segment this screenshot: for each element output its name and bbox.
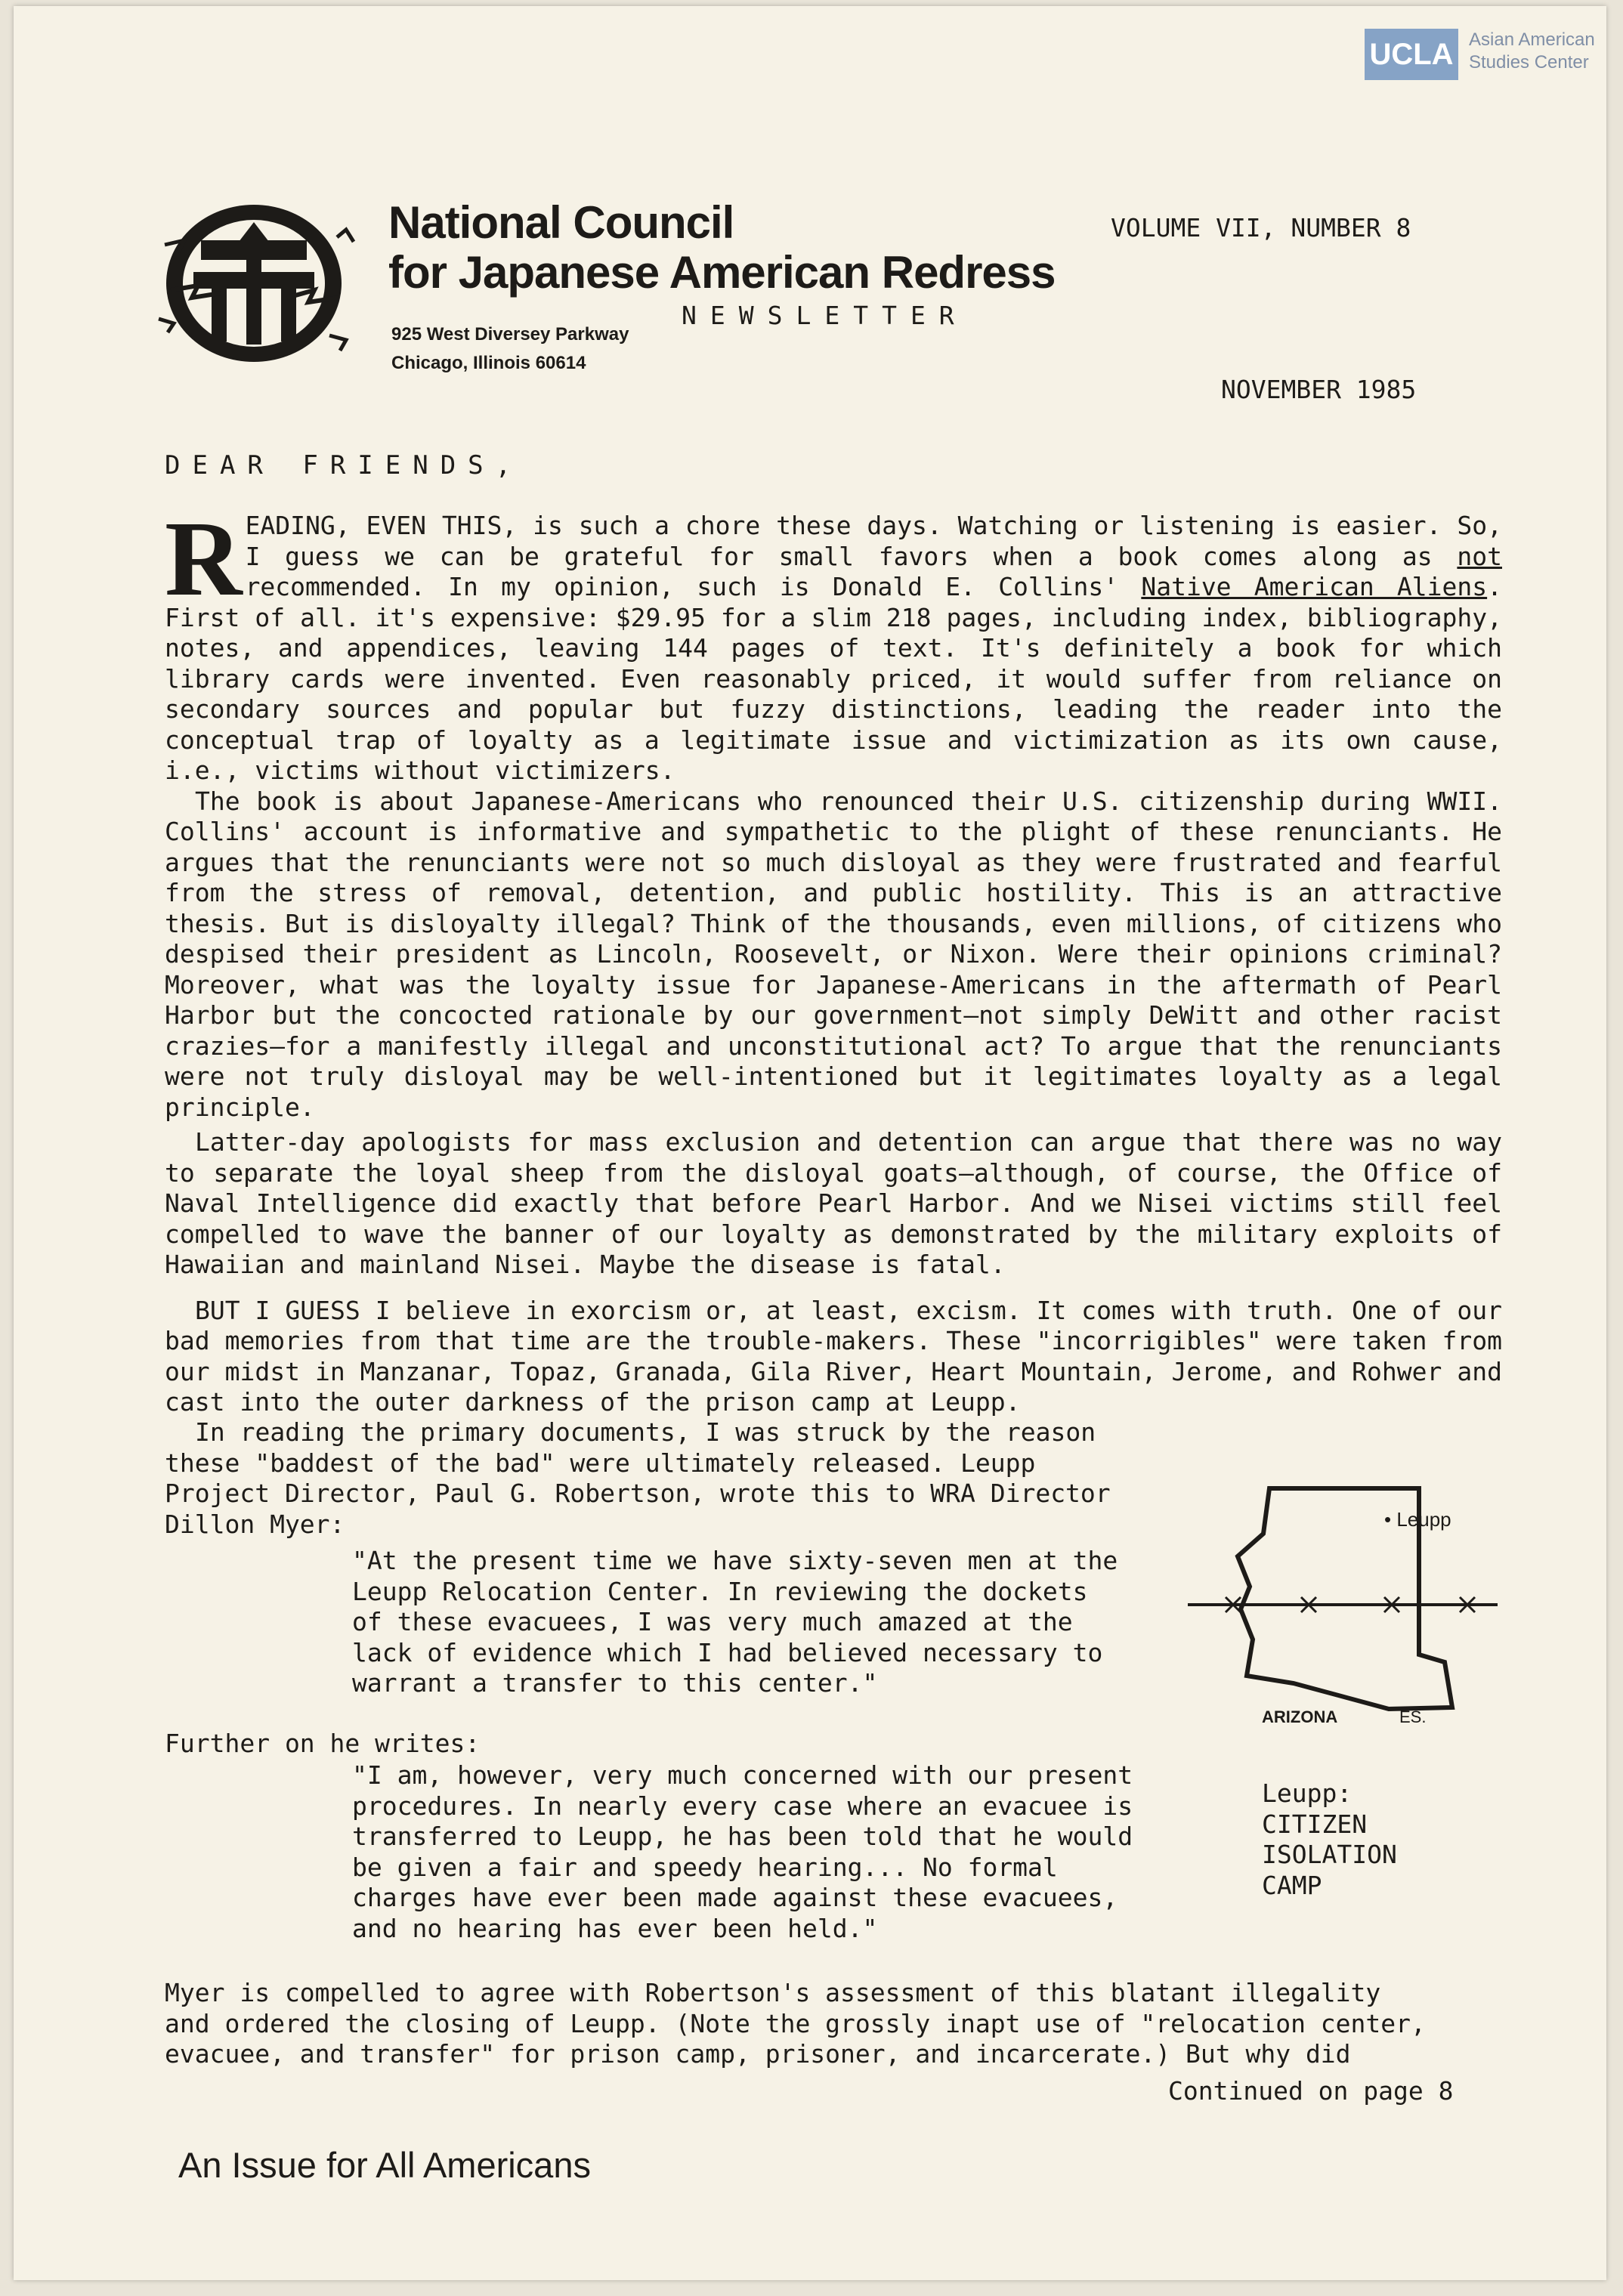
quote-2-line4: be given a fair and speedy hearing... No formal <box>352 1852 1058 1882</box>
quote-1-line1: "At the present time we have sixty-seven men at the <box>352 1546 1118 1575</box>
org-name-line2: for Japanese American Redress <box>388 247 1056 298</box>
quote-1-line2: Leupp Relocation Center. In reviewing the dockets <box>352 1576 1088 1606</box>
p5-line3: Project Director, Paul G. Robertson, wrote this to WRA Director <box>165 1479 1111 1508</box>
p1-not: not <box>1457 541 1502 571</box>
map-abbr: ES. <box>1399 1707 1427 1726</box>
organization-name <box>388 198 1056 298</box>
ncjar-logo-icon <box>148 192 361 375</box>
map-caption-line4: CAMP <box>1262 1870 1322 1900</box>
quote-2-line3: transferred to Leupp, he has been told that he would <box>352 1822 1133 1851</box>
p6-line3: evacuee, and transfer" for prison camp, prisoner, and incarcerate.) But why did <box>165 2039 1351 2069</box>
quote-2-line6: and no hearing has ever been held." <box>352 1913 878 1943</box>
footer-slogan: An Issue for All Americans <box>178 2145 591 2185</box>
arizona-map <box>1180 1473 1505 1730</box>
address-line2: Chicago, Illinois 60614 <box>391 353 586 373</box>
paragraph-4 <box>165 1296 1502 1418</box>
p1-text-c: . First of all. it's expensive: $29.95 for a slim 218 pages, including index, bibliography, notes, and appendices, leaving 144 pages of text. It's definitely a book for which library cards were invented. Even reasonably priced, it would suffer from reliance on secondary sources and popular but fuzzy distinctions, leading the reader into the conceptual trap of loyalty as a legitimate issue and victimization as its own cause, i.e., victims without victimizers. <box>165 572 1502 785</box>
newsletter-heading: NEWSLETTER <box>682 301 968 330</box>
p5-line4: Dillon Myer: <box>165 1509 345 1539</box>
leupp-marker: • Leupp <box>1384 1508 1451 1531</box>
quote-2-line1: "I am, however, very much concerned with our present <box>352 1760 1133 1790</box>
quote-2 <box>352 1760 1133 1944</box>
quote-1 <box>352 1546 1118 1699</box>
quote-2-line2: procedures. In nearly every case where an evacuee is <box>352 1791 1133 1821</box>
p1-text-b: recommended. In my opinion, such is Donald E. Collins' <box>245 572 1142 601</box>
paragraph-3: Latter-day apologists for mass exclusion and detention can argue that there was no way to separate the loyal sheep from the disloyal goats—although, of course, the Office of Naval Intelligence did exactly that before Pearl Harbor. And we Nisei victims still feel compelled to wave the banner of our loyalty as demonstrated by the military exploits of Hawaiian and mainland Nisei. Maybe the disease is fatal. <box>165 1127 1502 1279</box>
map-caption <box>1262 1778 1397 1901</box>
ucla-logo: UCLA <box>1365 29 1458 80</box>
arizona-label: ARIZONA <box>1262 1707 1338 1726</box>
p6-line2: and ordered the closing of Leupp. (Note the grossly inapt use of "relocation center, <box>165 2008 1426 2038</box>
p4-text: I believe in exorcism or, at least, excism. It comes with truth. One of our bad memories from that time are the trouble-makers. These "incorrigibles" were taken from our midst in Manzanar, Topaz, Granada, Gila River, Heart Mountain, Jerome, and Rohwer and cast into the outer darkness of the prison camp at Leupp. <box>165 1295 1503 1417</box>
salutation: DEAR FRIENDS, <box>165 450 524 481</box>
further-text: Further on he writes: <box>165 1729 481 1758</box>
issue-date: NOVEMBER 1985 <box>1221 375 1417 404</box>
p5-line2: these "baddest of the bad" were ultimately released. Leupp <box>165 1448 1036 1478</box>
quote-2-line5: charges have ever been made against these evacuees, <box>352 1883 1118 1912</box>
continued-note: Continued on page 8 <box>1168 2076 1454 2106</box>
paragraph-5 <box>165 1417 1111 1540</box>
volume-number: VOLUME VII, NUMBER 8 <box>1111 213 1411 243</box>
quote-1-line5: warrant a transfer to this center." <box>352 1668 878 1698</box>
p5-line1: In reading the primary documents, I was struck by the reason <box>195 1417 1096 1447</box>
map-caption-line1: Leupp: <box>1262 1778 1352 1808</box>
drop-cap: R <box>165 499 243 618</box>
paragraph-1 <box>165 499 1502 786</box>
p6-line1: Myer is compelled to agree with Robertson's assessment of this blatant illegality <box>165 1978 1381 2007</box>
address-line1: 925 West Diversey Parkway <box>391 324 629 345</box>
p1-text-a: is such a chore these days. Watching or listening is easier. So, I guess we can be grateful for small favors when a book comes along as <box>245 511 1502 571</box>
quote-1-line4: lack of evidence which I had believed necessary to <box>352 1637 1103 1667</box>
p1-lead: EADING, EVEN THIS, <box>245 511 518 540</box>
org-name-line1: National Council <box>388 197 734 248</box>
p4-lead: BUT I GUESS <box>195 1295 360 1325</box>
quote-1-line3: of these evacuees, I was very much amazed at the <box>352 1607 1073 1636</box>
ucla-center-line1: Asian American <box>1469 29 1595 50</box>
book-title: Native American Aliens <box>1141 572 1488 601</box>
ucla-center-line2: Studies Center <box>1469 52 1589 73</box>
letter-body <box>165 499 1503 1418</box>
organization-address <box>391 320 629 378</box>
map-caption-line3: ISOLATION <box>1262 1840 1397 1869</box>
ucla-center-name <box>1469 29 1612 74</box>
paragraph-2: The book is about Japanese-Americans who renounced their U.S. citizenship during WWII. Collins' account is informative and sympathetic to the plight of these renunciants. He argues that the renunciants were not so much disloyal as they were frustrated and fearful from the stress of removal, detention, and public hostility. This is an attractive thesis. But is disloyalty illegal? Think of the thousands, even millions, of citizens who despised their president as Lincoln, Roosevelt, or Nixon. Were their opinions criminal? Moreover, what was the loyalty issue for Japanese-Americans in the aftermath of Pearl Harbor but the concocted rationale by our government—not simply DeWitt and other racist crazies—for a manifestly illegal and unconstitutional act? To argue that the renunciants were not truly disloyal may be well-intentioned but it legitimates loyalty as a legal principle. <box>165 786 1502 1122</box>
paragraph-6 <box>165 1978 1426 2070</box>
map-caption-line2: CITIZEN <box>1262 1809 1368 1839</box>
